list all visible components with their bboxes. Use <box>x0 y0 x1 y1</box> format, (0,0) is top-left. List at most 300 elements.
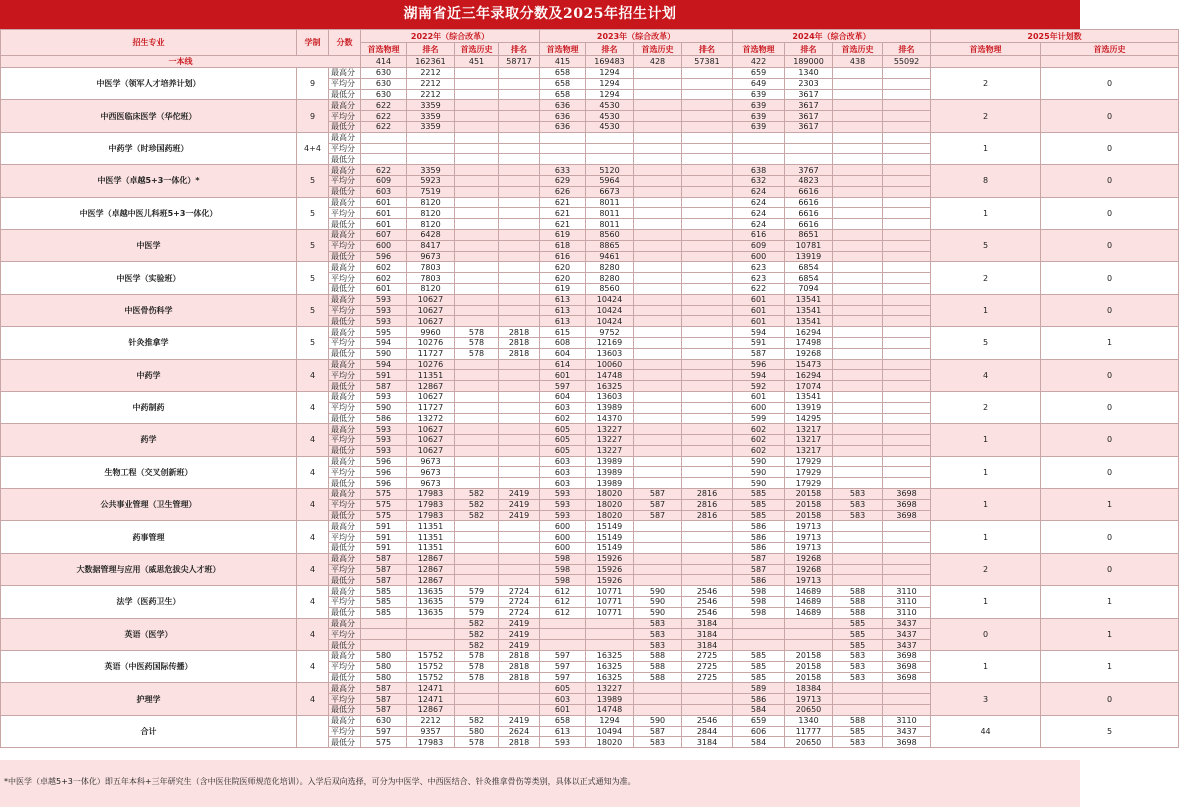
table-cell: 2816 <box>682 499 733 510</box>
major-duration: 5 <box>297 327 329 359</box>
table-cell: 583 <box>833 499 883 510</box>
table-cell: 6616 <box>785 219 833 230</box>
table-cell <box>682 143 733 154</box>
table-cell <box>455 273 499 284</box>
stat-label: 最低分 <box>329 510 361 521</box>
table-cell <box>455 316 499 327</box>
table-cell <box>499 521 540 532</box>
table-cell: 3184 <box>682 640 733 651</box>
table-cell: 601 <box>733 316 785 327</box>
table-cell: 10494 <box>586 726 634 737</box>
table-cell <box>361 143 407 154</box>
table-cell <box>634 543 682 554</box>
table-cell: 3110 <box>883 715 931 726</box>
table-cell: 11351 <box>407 370 455 381</box>
table-cell: 15149 <box>586 543 634 554</box>
stat-label: 最低分 <box>329 478 361 489</box>
table-cell <box>733 132 785 143</box>
major-group <box>1 456 1179 488</box>
table-cell: 583 <box>634 618 682 629</box>
plan-history: 0 <box>1041 424 1179 456</box>
stat-label: 平均分 <box>329 532 361 543</box>
table-cell: 583 <box>833 672 883 683</box>
table-cell <box>883 262 931 273</box>
table-cell: 3359 <box>407 121 455 132</box>
table-cell: 601 <box>733 305 785 316</box>
table-cell <box>455 402 499 413</box>
table-cell: 3437 <box>883 726 931 737</box>
table-cell <box>833 68 883 79</box>
table-cell <box>682 532 733 543</box>
table-cell: 13217 <box>785 435 833 446</box>
table-cell <box>499 694 540 705</box>
table-cell <box>883 467 931 478</box>
table-cell: 590 <box>361 348 407 359</box>
table-cell <box>634 705 682 716</box>
plan-history: 0 <box>1041 391 1179 423</box>
sub-header: 排名 <box>883 43 931 56</box>
table-cell <box>455 121 499 132</box>
table-cell: 623 <box>733 262 785 273</box>
table-cell <box>833 283 883 294</box>
stat-label: 最高分 <box>329 294 361 305</box>
table-cell: 11777 <box>785 726 833 737</box>
table-cell <box>499 197 540 208</box>
table-cell <box>455 694 499 705</box>
table-cell: 583 <box>833 661 883 672</box>
table-cell: 2419 <box>499 510 540 521</box>
stat-label: 最低分 <box>329 737 361 748</box>
table-cell: 3698 <box>883 499 931 510</box>
table-cell: 582 <box>455 510 499 521</box>
table-cell <box>682 564 733 575</box>
major-name: 公共事业管理（卫生管理） <box>1 489 297 521</box>
table-cell <box>634 111 682 122</box>
plan-history: 0 <box>1041 100 1179 132</box>
table-cell: 603 <box>540 478 586 489</box>
table-cell: 601 <box>361 219 407 230</box>
table-cell: 601 <box>361 283 407 294</box>
table-cell <box>455 467 499 478</box>
table-cell <box>499 100 540 111</box>
table-cell <box>785 132 833 143</box>
table-cell: 620 <box>540 273 586 284</box>
table-cell: 579 <box>455 607 499 618</box>
table-cell: 585 <box>733 510 785 521</box>
major-name: 中医骨伤科学 <box>1 294 297 326</box>
table-cell <box>499 89 540 100</box>
table-cell <box>586 629 634 640</box>
table-cell: 622 <box>361 100 407 111</box>
table-row <box>1 683 1179 694</box>
stat-label: 最高分 <box>329 165 361 176</box>
table-cell: 621 <box>540 208 586 219</box>
table-cell: 601 <box>733 294 785 305</box>
table-cell: 638 <box>733 165 785 176</box>
table-cell: 585 <box>361 597 407 608</box>
table-cell: 7094 <box>785 283 833 294</box>
table-cell <box>499 294 540 305</box>
table-cell: 11351 <box>407 521 455 532</box>
table-cell: 590 <box>733 456 785 467</box>
table-cell <box>883 283 931 294</box>
major-name: 中医学（卓越中医儿科班5+3一体化） <box>1 197 297 229</box>
table-cell <box>833 240 883 251</box>
table-cell: 3698 <box>883 661 931 672</box>
table-cell <box>634 165 682 176</box>
table-cell: 58717 <box>499 56 540 68</box>
table-cell: 19268 <box>785 348 833 359</box>
major-duration: 4 <box>297 489 329 521</box>
table-cell: 9752 <box>586 327 634 338</box>
table-cell: 3184 <box>682 629 733 640</box>
table-cell: 588 <box>634 672 682 683</box>
table-cell <box>499 78 540 89</box>
table-cell: 16294 <box>785 370 833 381</box>
table-row <box>1 489 1179 500</box>
major-name: 中药制药 <box>1 391 297 423</box>
stat-label: 最低分 <box>329 251 361 262</box>
table-cell: 585 <box>361 586 407 597</box>
table-cell: 594 <box>361 337 407 348</box>
table-cell <box>361 629 407 640</box>
table-cell <box>634 327 682 338</box>
table-cell <box>499 456 540 467</box>
baseline-label: 一本线 <box>1 56 361 68</box>
table-cell <box>634 273 682 284</box>
table-cell: 609 <box>361 175 407 186</box>
stat-label: 平均分 <box>329 208 361 219</box>
major-duration: 5 <box>297 229 329 261</box>
table-cell <box>499 532 540 543</box>
plan-history: 0 <box>1041 683 1179 715</box>
table-cell <box>833 694 883 705</box>
table-cell <box>883 694 931 705</box>
plan-physics: 1 <box>931 294 1041 326</box>
stat-label: 最高分 <box>329 391 361 402</box>
table-cell: 587 <box>733 348 785 359</box>
plan-physics: 1 <box>931 197 1041 229</box>
table-cell: 602 <box>733 424 785 435</box>
table-cell: 649 <box>733 78 785 89</box>
table-cell: 8280 <box>586 273 634 284</box>
table-cell: 15473 <box>785 359 833 370</box>
table-cell: 2212 <box>407 715 455 726</box>
major-group <box>1 391 1179 423</box>
table-cell <box>682 132 733 143</box>
table-cell: 19713 <box>785 694 833 705</box>
table-cell: 621 <box>540 219 586 230</box>
table-cell <box>883 305 931 316</box>
table-cell: 10627 <box>407 305 455 316</box>
table-cell: 584 <box>733 737 785 748</box>
table-cell: 596 <box>361 467 407 478</box>
table-cell: 11351 <box>407 532 455 543</box>
table-cell <box>883 456 931 467</box>
table-cell <box>361 618 407 629</box>
table-cell <box>833 229 883 240</box>
table-cell <box>833 359 883 370</box>
stat-label: 平均分 <box>329 499 361 510</box>
table-cell: 10627 <box>407 391 455 402</box>
major-group <box>1 424 1179 456</box>
table-cell: 2818 <box>499 337 540 348</box>
table-cell: 599 <box>733 413 785 424</box>
table-row <box>1 456 1179 467</box>
table-cell <box>833 100 883 111</box>
table-cell: 598 <box>733 607 785 618</box>
table-cell <box>455 111 499 122</box>
table-cell <box>682 197 733 208</box>
table-cell: 601 <box>733 391 785 402</box>
stat-label: 最低分 <box>329 186 361 197</box>
table-cell <box>455 532 499 543</box>
table-cell: 10771 <box>586 586 634 597</box>
table-cell <box>682 240 733 251</box>
table-cell: 593 <box>540 737 586 748</box>
table-cell: 3617 <box>785 121 833 132</box>
table-cell <box>407 640 455 651</box>
table-cell: 585 <box>833 726 883 737</box>
table-cell <box>682 683 733 694</box>
table-cell: 11727 <box>407 348 455 359</box>
table-cell: 1294 <box>586 715 634 726</box>
table-cell: 636 <box>540 100 586 111</box>
table-cell <box>586 618 634 629</box>
stat-label: 平均分 <box>329 143 361 154</box>
table-cell: 594 <box>733 370 785 381</box>
table-cell: 5964 <box>586 175 634 186</box>
table-cell: 636 <box>540 121 586 132</box>
table-cell <box>682 327 733 338</box>
major-name: 英语（中医药国际传播） <box>1 651 297 683</box>
major-duration <box>297 715 329 747</box>
table-cell: 602 <box>733 445 785 456</box>
table-cell: 13919 <box>785 402 833 413</box>
table-cell: 414 <box>361 56 407 68</box>
table-cell <box>833 467 883 478</box>
table-cell: 2419 <box>499 489 540 500</box>
major-group <box>1 618 1179 650</box>
table-cell <box>883 316 931 327</box>
table-cell: 598 <box>733 586 785 597</box>
table-cell: 14295 <box>785 413 833 424</box>
table-cell <box>499 240 540 251</box>
table-cell <box>540 132 586 143</box>
table-cell: 583 <box>833 489 883 500</box>
table-cell: 3698 <box>883 489 931 500</box>
table-cell: 613 <box>540 305 586 316</box>
table-cell <box>634 456 682 467</box>
plan-physics: 1 <box>931 489 1041 521</box>
table-cell: 5923 <box>407 175 455 186</box>
table-cell: 162361 <box>407 56 455 68</box>
table-cell <box>455 305 499 316</box>
table-cell: 601 <box>540 705 586 716</box>
table-cell: 1294 <box>586 78 634 89</box>
table-cell <box>833 143 883 154</box>
table-cell: 592 <box>733 381 785 392</box>
table-cell <box>682 68 733 79</box>
major-name: 中药学（时珍国药班） <box>1 132 297 164</box>
table-cell: 588 <box>833 597 883 608</box>
table-cell: 608 <box>540 337 586 348</box>
table-cell <box>634 89 682 100</box>
table-cell: 2212 <box>407 78 455 89</box>
table-cell: 588 <box>634 661 682 672</box>
table-cell: 586 <box>733 575 785 586</box>
table-cell: 16325 <box>586 651 634 662</box>
table-cell <box>455 521 499 532</box>
stat-label: 最高分 <box>329 456 361 467</box>
baseline-row <box>1 56 1179 68</box>
table-cell <box>540 618 586 629</box>
table-cell <box>833 435 883 446</box>
table-cell <box>682 435 733 446</box>
table-cell <box>883 424 931 435</box>
table-cell: 619 <box>540 283 586 294</box>
table-cell: 20158 <box>785 489 833 500</box>
table-cell <box>682 337 733 348</box>
sub-header: 排名 <box>586 43 634 56</box>
table-cell: 2546 <box>682 715 733 726</box>
table-cell: 3359 <box>407 111 455 122</box>
table-cell: 598 <box>540 564 586 575</box>
table-cell: 584 <box>733 705 785 716</box>
table-row <box>1 359 1179 370</box>
table-cell <box>407 132 455 143</box>
table-cell: 13989 <box>586 694 634 705</box>
table-cell: 20650 <box>785 737 833 748</box>
table-cell: 16325 <box>586 672 634 683</box>
table-cell <box>540 629 586 640</box>
sub-header: 首选历史 <box>833 43 883 56</box>
table-cell <box>682 154 733 165</box>
plan-history: 0 <box>1041 197 1179 229</box>
stat-label: 最低分 <box>329 607 361 618</box>
plan-physics: 1 <box>931 651 1041 683</box>
stat-label: 最低分 <box>329 445 361 456</box>
table-cell <box>634 208 682 219</box>
table-cell: 593 <box>361 294 407 305</box>
table-cell: 588 <box>833 715 883 726</box>
stat-label: 最高分 <box>329 229 361 240</box>
table-cell: 8651 <box>785 229 833 240</box>
table-cell <box>634 197 682 208</box>
major-name: 中医学（实验班） <box>1 262 297 294</box>
table-cell: 16325 <box>586 661 634 672</box>
table-cell: 20158 <box>785 661 833 672</box>
table-cell: 603 <box>540 694 586 705</box>
table-cell <box>682 111 733 122</box>
table-cell <box>499 381 540 392</box>
stat-label: 最低分 <box>329 672 361 683</box>
table-cell <box>682 391 733 402</box>
sub-header: 排名 <box>785 43 833 56</box>
table-cell: 639 <box>733 121 785 132</box>
table-cell: 1340 <box>785 715 833 726</box>
table-cell <box>682 445 733 456</box>
table-cell <box>407 143 455 154</box>
table-cell: 585 <box>733 499 785 510</box>
table-cell: 582 <box>455 499 499 510</box>
table-cell <box>455 456 499 467</box>
stat-label: 最高分 <box>329 521 361 532</box>
table-cell: 17929 <box>785 467 833 478</box>
table-cell: 619 <box>540 229 586 240</box>
major-group <box>1 132 1179 164</box>
table-cell <box>785 143 833 154</box>
plan-history: 0 <box>1041 132 1179 164</box>
table-cell <box>833 370 883 381</box>
table-cell <box>634 68 682 79</box>
table-cell <box>833 316 883 327</box>
table-cell <box>883 294 931 305</box>
sub-header: 首选物理 <box>733 43 785 56</box>
stat-label: 平均分 <box>329 337 361 348</box>
table-cell: 658 <box>540 78 586 89</box>
table-cell: 630 <box>361 715 407 726</box>
table-cell: 586 <box>733 543 785 554</box>
table-cell <box>499 305 540 316</box>
table-cell: 13541 <box>785 391 833 402</box>
table-cell <box>883 575 931 586</box>
table-cell: 15752 <box>407 661 455 672</box>
plan-history: 0 <box>1041 359 1179 391</box>
table-cell: 639 <box>733 89 785 100</box>
table-cell: 9357 <box>407 726 455 737</box>
table-cell: 578 <box>455 327 499 338</box>
table-cell <box>833 456 883 467</box>
table-cell: 8011 <box>586 208 634 219</box>
table-cell: 602 <box>540 413 586 424</box>
table-cell: 2546 <box>682 597 733 608</box>
plan-history: 0 <box>1041 165 1179 197</box>
table-cell: 587 <box>361 564 407 575</box>
table-cell: 14689 <box>785 597 833 608</box>
table-cell: 594 <box>361 359 407 370</box>
table-cell: 595 <box>361 327 407 338</box>
table-cell <box>682 348 733 359</box>
table-cell <box>833 521 883 532</box>
plan-history: 0 <box>1041 553 1179 585</box>
major-group <box>1 165 1179 197</box>
table-cell <box>634 413 682 424</box>
sub-header: 排名 <box>499 43 540 56</box>
table-cell <box>682 478 733 489</box>
table-cell: 590 <box>733 467 785 478</box>
table-cell: 2816 <box>682 510 733 521</box>
major-name: 药事管理 <box>1 521 297 553</box>
major-name: 中医学 <box>1 229 297 261</box>
table-cell <box>634 294 682 305</box>
table-cell: 578 <box>455 737 499 748</box>
table-cell: 596 <box>361 456 407 467</box>
major-header: 招生专业 <box>1 30 297 56</box>
table-cell: 13227 <box>586 435 634 446</box>
table-cell <box>833 391 883 402</box>
table-cell <box>455 370 499 381</box>
table-row <box>1 424 1179 435</box>
table-cell: 17983 <box>407 489 455 500</box>
table-cell <box>455 543 499 554</box>
table-cell <box>455 445 499 456</box>
table-cell: 16294 <box>785 327 833 338</box>
table-cell: 587 <box>361 683 407 694</box>
table-cell <box>682 262 733 273</box>
table-cell: 590 <box>634 597 682 608</box>
table-cell: 7803 <box>407 262 455 273</box>
